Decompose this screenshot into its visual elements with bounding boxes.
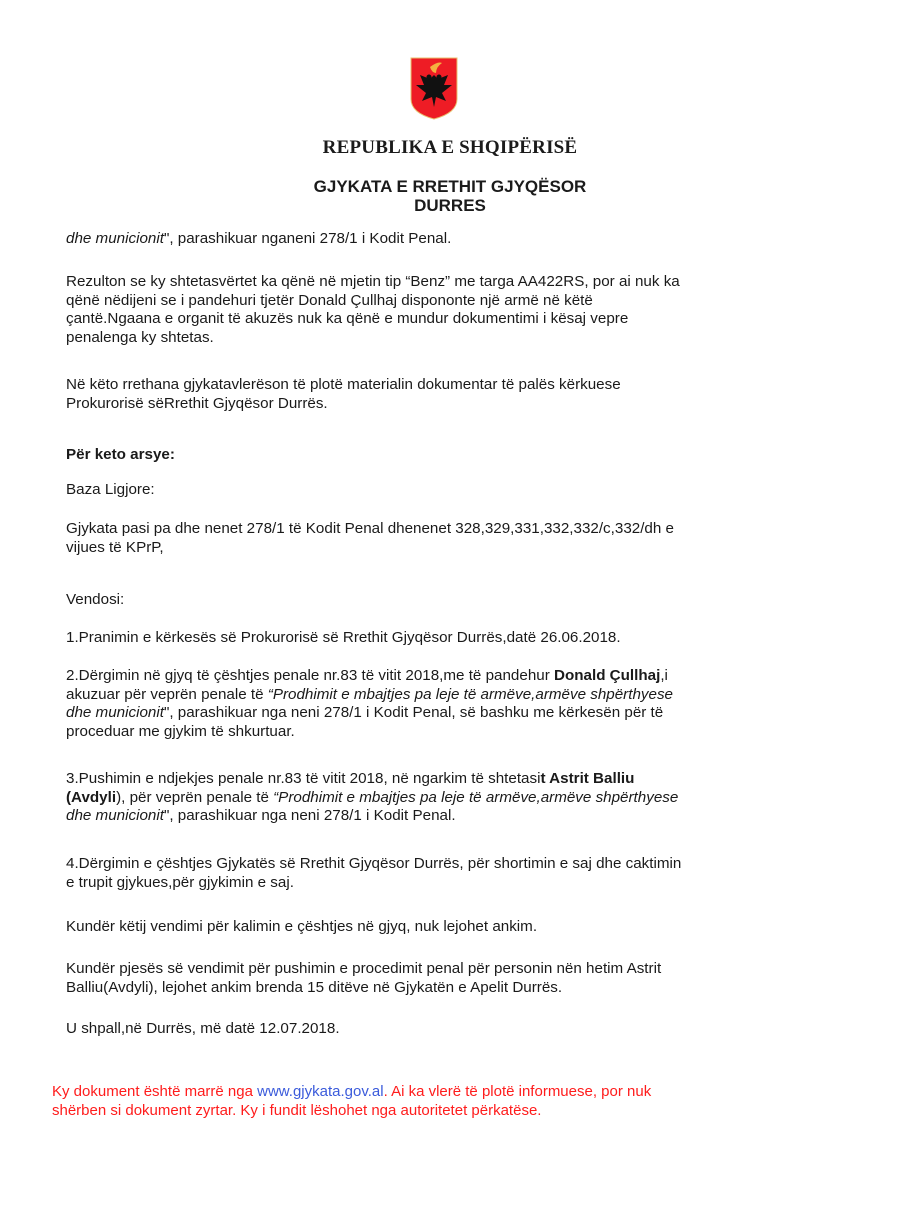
reasons-heading: Për keto arsye: <box>66 446 175 463</box>
court-name: GJYKATA E RRETHIT GJYQËSOR <box>313 177 587 196</box>
appeal-note-1: Kundër këtij vendimi për kalimin e çështjes në gjyq, nuk lejohet ankim. <box>66 918 538 935</box>
decision-item-4: 4.Dërgimin e çështjes Gjykatës së Rrethit Gjyqësor Durrës, për shortimin e saj dhe caktimin e trupit gjykues,për gjykimin e saj. <box>66 855 682 891</box>
decision-item-1: 1.Pranimin e kërkesës së Prokurorisë së Rrethit Gjyqësor Durrës,datë 26.06.2018. <box>66 629 621 646</box>
albanian-coat-of-arms-icon <box>408 55 460 121</box>
announcement-line: U shpall,në Durrës, më datë 12.07.2018. <box>66 1020 340 1037</box>
paragraph-assessment: Në këto rrethana gjykatavlerëson të plotë materialin dokumentar të palës kërkuese Prokurorisë sëRrethit Gjyqësor Durrës. <box>66 376 621 412</box>
paragraph-continuation: dhe municionit", parashikuar nganeni 278/1 i Kodit Penal. <box>66 230 452 247</box>
gjykata-website-link[interactable]: www.gjykata.gov.al <box>257 1083 384 1100</box>
disclaimer: Ky dokument është marrë nga www.gjykata.gov.al. Ai ka vlerë të plotë informuese, por nuk shërben si dokument zyrtar. Ky i fundit lëshohet nga autoritetet përkatëse. <box>52 1083 652 1119</box>
decision-item-2: 2.Dërgimin në gjyq të çështjes penale nr.83 të vitit 2018,me të pandehur Donald Çullhaj,i akuzuar për veprën penale të “Prodhimit e mbajtjes pa leje të armëve,armëve shpërthyese dhe municionit", parashikuar nga neni 278/1 i Kodit Penal, së bashku me kërkesën për të proceduar me gjykim të shkurtuar. <box>66 667 673 740</box>
republic-title: REPUBLIKA E SHQIPËRISË <box>322 137 578 158</box>
court-city: DURRES <box>414 196 486 215</box>
decision-item-3: 3.Pushimin e ndjekjes penale nr.83 të vitit 2018, në ngarkim të shtetasit Astrit Balliu (Avdyli), për veprën penale të “Prodhimit e mbajtjes pa leje të armëve,armëve shpërthyese dhe municionit", parashikuar nga neni 278/1 i Kodit Penal. <box>66 770 679 824</box>
appeal-note-2: Kundër pjesës së vendimit për pushimin e procedimit penal për personin nën hetim Astrit Balliu(Avdyli), lejohet ankim brenda 15 ditëve në Gjykatën e Apelit Durrës. <box>66 960 662 996</box>
decided-label: Vendosi: <box>66 591 125 608</box>
paragraph-findings: Rezulton se ky shtetasvërtet ka qënë në mjetin tip “Benz” me targa AA422RS, por ai nuk ka qënë nëdijeni se i pandehuri tjetër Donald Çullhaj dispononte një armë në këtë çantë.Ngaana e organit të akuzës nuk ka qënë e mundur dokumentimi i kësaj vepre penalenga ky shtetas. <box>66 273 680 346</box>
legal-basis-label: Baza Ligjore: <box>66 481 155 498</box>
paragraph-legal-basis: Gjykata pasi pa dhe nenet 278/1 të Kodit Penal dhenenet 328,329,331,332,332/c,332/dh e vijues të KPrP, <box>66 520 674 556</box>
court-title <box>0 177 900 215</box>
